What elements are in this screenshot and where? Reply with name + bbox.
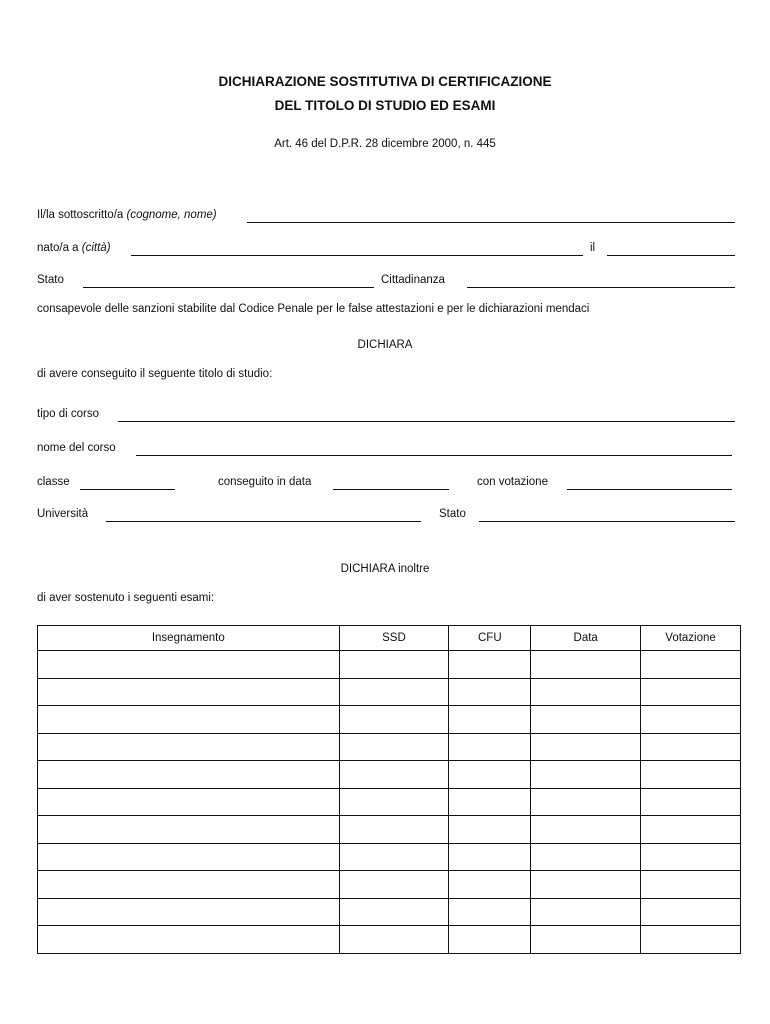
table-cell-cfu[interactable] [449,761,531,789]
column-header-ssd: SSD [339,626,449,651]
table-cell-insegnamento[interactable] [38,926,340,954]
sottoscritto-label [37,209,217,221]
table-row [38,843,741,871]
nato-label-text: nato/a a [37,242,79,254]
nato-hint: (città) [81,242,111,254]
table-cell-votazione[interactable] [641,761,741,789]
table-cell-cfu[interactable] [449,871,531,899]
data-nascita-field[interactable] [607,255,735,256]
table-cell-votazione[interactable] [641,843,741,871]
conseguito-label: conseguito in data [218,476,312,488]
table-row [38,898,741,926]
table-cell-cfu[interactable] [449,898,531,926]
table-row [38,678,741,706]
table-cell-data[interactable] [531,898,641,926]
nato-label [37,242,111,254]
table-cell-insegnamento[interactable] [38,706,340,734]
classe-field[interactable] [80,489,175,490]
table-cell-ssd[interactable] [339,843,449,871]
table-cell-cfu[interactable] [449,788,531,816]
table-cell-insegnamento[interactable] [38,678,340,706]
table-cell-cfu[interactable] [449,706,531,734]
table-cell-data[interactable] [531,678,641,706]
table-cell-data[interactable] [531,706,641,734]
nome-corso-field[interactable] [136,455,732,456]
table-row [38,651,741,679]
table-cell-data[interactable] [531,788,641,816]
table-cell-ssd[interactable] [339,898,449,926]
table-cell-insegnamento[interactable] [38,733,340,761]
table-cell-ssd[interactable] [339,651,449,679]
table-cell-ssd[interactable] [339,871,449,899]
table-row [38,926,741,954]
classe-label: classe [37,476,70,488]
exams-table-body [38,651,741,954]
table-cell-ssd[interactable] [339,733,449,761]
column-header-votazione: Votazione [641,626,741,651]
table-row [38,761,741,789]
universita-stato-label: Stato [439,508,466,520]
sottoscritto-hint: (cognome, nome) [126,209,217,221]
table-cell-votazione[interactable] [641,678,741,706]
table-cell-votazione[interactable] [641,816,741,844]
universita-field[interactable] [106,521,421,522]
table-cell-cfu[interactable] [449,926,531,954]
table-cell-insegnamento[interactable] [38,651,340,679]
document-subtitle: Art. 46 del D.P.R. 28 dicembre 2000, n. 445 [274,138,496,150]
tipo-corso-label: tipo di corso [37,408,100,420]
table-cell-ssd[interactable] [339,706,449,734]
il-label: il [590,242,596,254]
table-cell-votazione[interactable] [641,651,741,679]
table-cell-ssd[interactable] [339,816,449,844]
table-cell-insegnamento[interactable] [38,871,340,899]
table-cell-votazione[interactable] [641,733,741,761]
table-cell-data[interactable] [531,761,641,789]
table-cell-data[interactable] [531,733,641,761]
table-cell-cfu[interactable] [449,816,531,844]
document-title-line1: DICHIARAZIONE SOSTITUTIVA DI CERTIFICAZIONE [218,74,552,89]
table-cell-cfu[interactable] [449,843,531,871]
table-cell-insegnamento[interactable] [38,816,340,844]
table-cell-insegnamento[interactable] [38,898,340,926]
table-cell-data[interactable] [531,871,641,899]
table-cell-ssd[interactable] [339,926,449,954]
table-cell-ssd[interactable] [339,788,449,816]
table-cell-data[interactable] [531,651,641,679]
table-cell-votazione[interactable] [641,788,741,816]
table-cell-data[interactable] [531,816,641,844]
column-header-cfu: CFU [449,626,531,651]
stato-label: Stato [37,274,64,286]
table-cell-cfu[interactable] [449,651,531,679]
nato-citta-field[interactable] [131,255,583,256]
stato-field[interactable] [83,287,374,288]
table-cell-votazione[interactable] [641,926,741,954]
cittadinanza-field[interactable] [467,287,735,288]
exams-table [37,625,741,954]
cittadinanza-label: Cittadinanza [381,274,445,286]
table-cell-cfu[interactable] [449,678,531,706]
conseguito-data-field[interactable] [333,489,449,490]
table-row [38,871,741,899]
column-header-insegnamento: Insegnamento [38,626,340,651]
nome-corso-label: nome del corso [37,442,116,454]
table-row [38,788,741,816]
table-cell-data[interactable] [531,926,641,954]
votazione-label: con votazione [477,476,548,488]
tipo-corso-field[interactable] [118,421,735,422]
dichiara-intro: di avere conseguito il seguente titolo di studio: [37,368,273,380]
table-cell-insegnamento[interactable] [38,843,340,871]
table-cell-ssd[interactable] [339,761,449,789]
dichiara-inoltre-heading: DICHIARA inoltre [340,563,430,575]
universita-stato-field[interactable] [479,521,735,522]
table-row [38,733,741,761]
dichiara-heading: DICHIARA [357,339,413,351]
table-cell-votazione[interactable] [641,871,741,899]
votazione-field[interactable] [567,489,732,490]
table-cell-votazione[interactable] [641,706,741,734]
universita-label: Università [37,508,89,520]
table-cell-insegnamento[interactable] [38,788,340,816]
table-cell-insegnamento[interactable] [38,761,340,789]
table-cell-ssd[interactable] [339,678,449,706]
table-row [38,816,741,844]
exams-table-header-row [38,626,741,651]
document-title-line2: DEL TITOLO DI STUDIO ED ESAMI [274,98,496,113]
dichiara-inoltre-intro: di aver sostenuto i seguenti esami: [37,592,215,604]
sottoscritto-field[interactable] [247,222,735,223]
table-cell-data[interactable] [531,843,641,871]
table-cell-votazione[interactable] [641,898,741,926]
column-header-data: Data [531,626,641,651]
consapevole-text: consapevole delle sanzioni stabilite dal Codice Penale per le false attestazioni e per le dichiarazioni mendaci [37,303,590,315]
table-row [38,706,741,734]
sottoscritto-label-text: Il/la sottoscritto/a [37,209,124,221]
table-cell-cfu[interactable] [449,733,531,761]
